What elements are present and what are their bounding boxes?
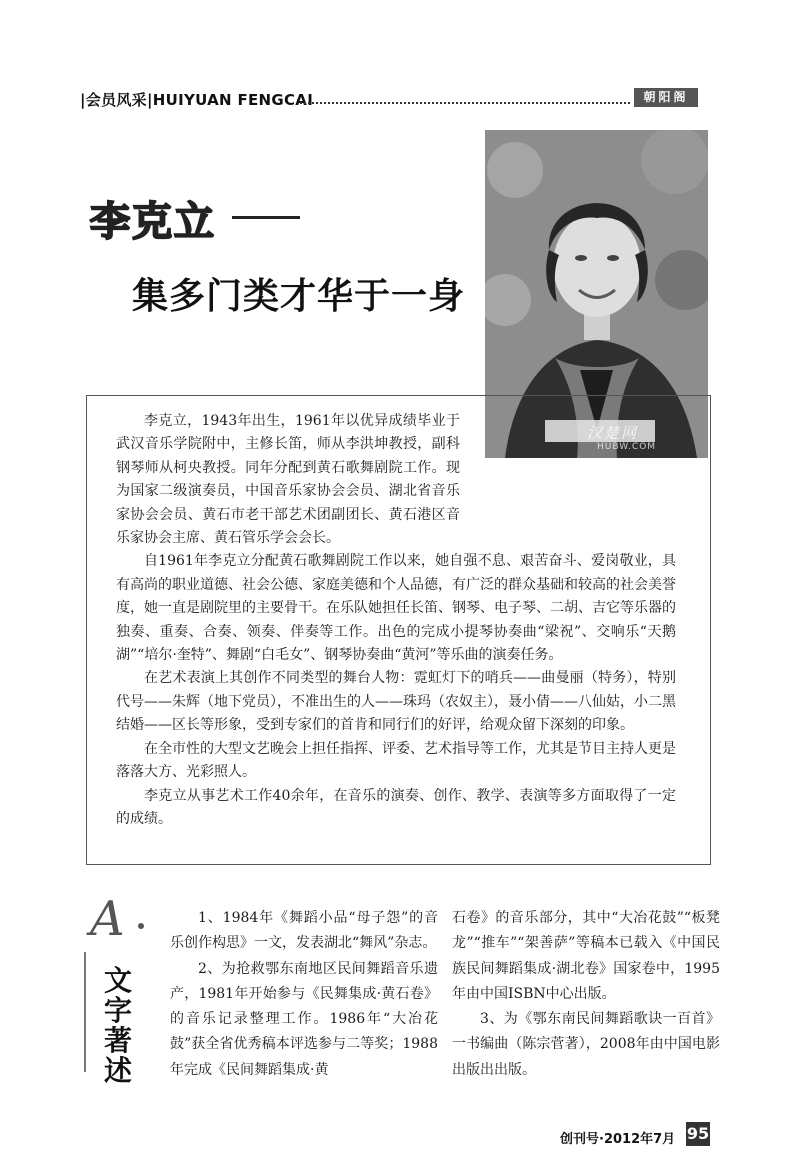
bio-paragraph: 在全市性的大型文艺晚会上担任指挥、评委、艺术指导等工作，尤其是节目主持人更是落落大方、光彩照人。: [116, 740, 676, 781]
works-paragraph: 1、1984年《舞蹈小品“母子怨”的音乐创作构思》一文，发表湖北“舞风”杂志。: [170, 910, 438, 952]
bio-paragraph: 李克立，1943年出生，1961年以优异成绩毕业于武汉音乐学院附中，主修长笛，师从李洪坤教授，副科钢琴师从柯央教授。同年分配到黄石歌舞剧院工作。现为国家二级演奏员，中国音乐家协会会员、湖北省音乐家协会会员、黄石市老干部艺术团副团长、黄石港区音乐家协会主席、黄石管乐学会会长。: [116, 413, 460, 547]
column-tag: 朝阳阁: [634, 88, 698, 107]
section-letter: [90, 891, 125, 947]
section-letter-text: A: [90, 891, 125, 947]
works-column-right: [452, 906, 720, 1083]
header-dotted-rule: [300, 102, 630, 104]
section-title-vertical: 文字著述: [103, 964, 132, 1087]
issue-label: 创刊号·2012年7月: [560, 1132, 676, 1147]
photo-watermark-url: HUBW.COM: [597, 442, 657, 452]
title-dash: [232, 216, 300, 219]
bio-paragraph: 在艺术表演上其创作不同类型的舞台人物：霓虹灯下的哨兵——曲曼丽（特务），特别代号——朱辉（地下党员），不准出生的人——珠玛（农奴主），聂小倩——八仙姑，小二黑结婚——区长等形象，受到专家们的首肯和同行们的好评，给观众留下深刻的印象。: [116, 670, 676, 734]
biography: [116, 410, 676, 831]
section-rule: [84, 952, 86, 1072]
page-number: 95: [686, 1122, 710, 1146]
works-paragraph: 2、为抢救鄂东南地区民间舞蹈音乐遗产，1981年开始参与《民舞集成·黄石卷》的音乐记录整理工作。1986年“大冶花鼓”获全省优秀稿本评选参与二等奖；1988年完成《民间舞蹈集成·黄: [170, 960, 438, 1078]
article-subtitle: 集多门类才华于一身: [132, 276, 466, 317]
bio-paragraph: 自1961年李克立分配黄石歌舞剧院工作以来，她自强不息、艰苦奋斗、爱岗敬业，具有高尚的职业道德、社会公德、家庭美德和个人品德，有广泛的群众基础和较高的社会美誉度，她一直是剧院里的主要骨干。在乐队她担任长笛、钢琴、电子琴、二胡、吉它等乐器的独奏、重奏、合奏、领奏、伴奏等工作。出色的完成小提琴协奏曲“梁祝”、交响乐“天鹅湖”“培尔·奎特”、舞剧“白毛女”、钢琴协奏曲“黄河”等乐曲的演奏任务。: [116, 553, 676, 664]
article-title-name: 李克立: [90, 199, 216, 245]
photo-watermark: 汉楚网: [587, 424, 639, 442]
bio-paragraph: 李克立从事艺术工作40余年，在音乐的演奏、创作、教学、表演等多方面取得了一定的成绩。: [116, 787, 676, 827]
works-paragraph-continued: 石卷》的音乐部分，其中“大冶花鼓”“板凳龙”“推车”“架善萨”等稿本已载入《中国民族民间舞蹈集成·湖北卷》国家卷中，1995年由中国ISBN中心出版。: [452, 910, 720, 1002]
works-column-left: [170, 906, 438, 1083]
section-letter-dot: [138, 923, 144, 929]
section-label: |会员风采|HUIYUAN FENGCAI: [80, 91, 314, 109]
page-header: [80, 86, 720, 110]
works-paragraph: 3、为《鄂东南民间舞蹈歌诀一百首》一书编曲（陈宗菅著），2008年由中国电影出版出出版。: [452, 1011, 720, 1078]
